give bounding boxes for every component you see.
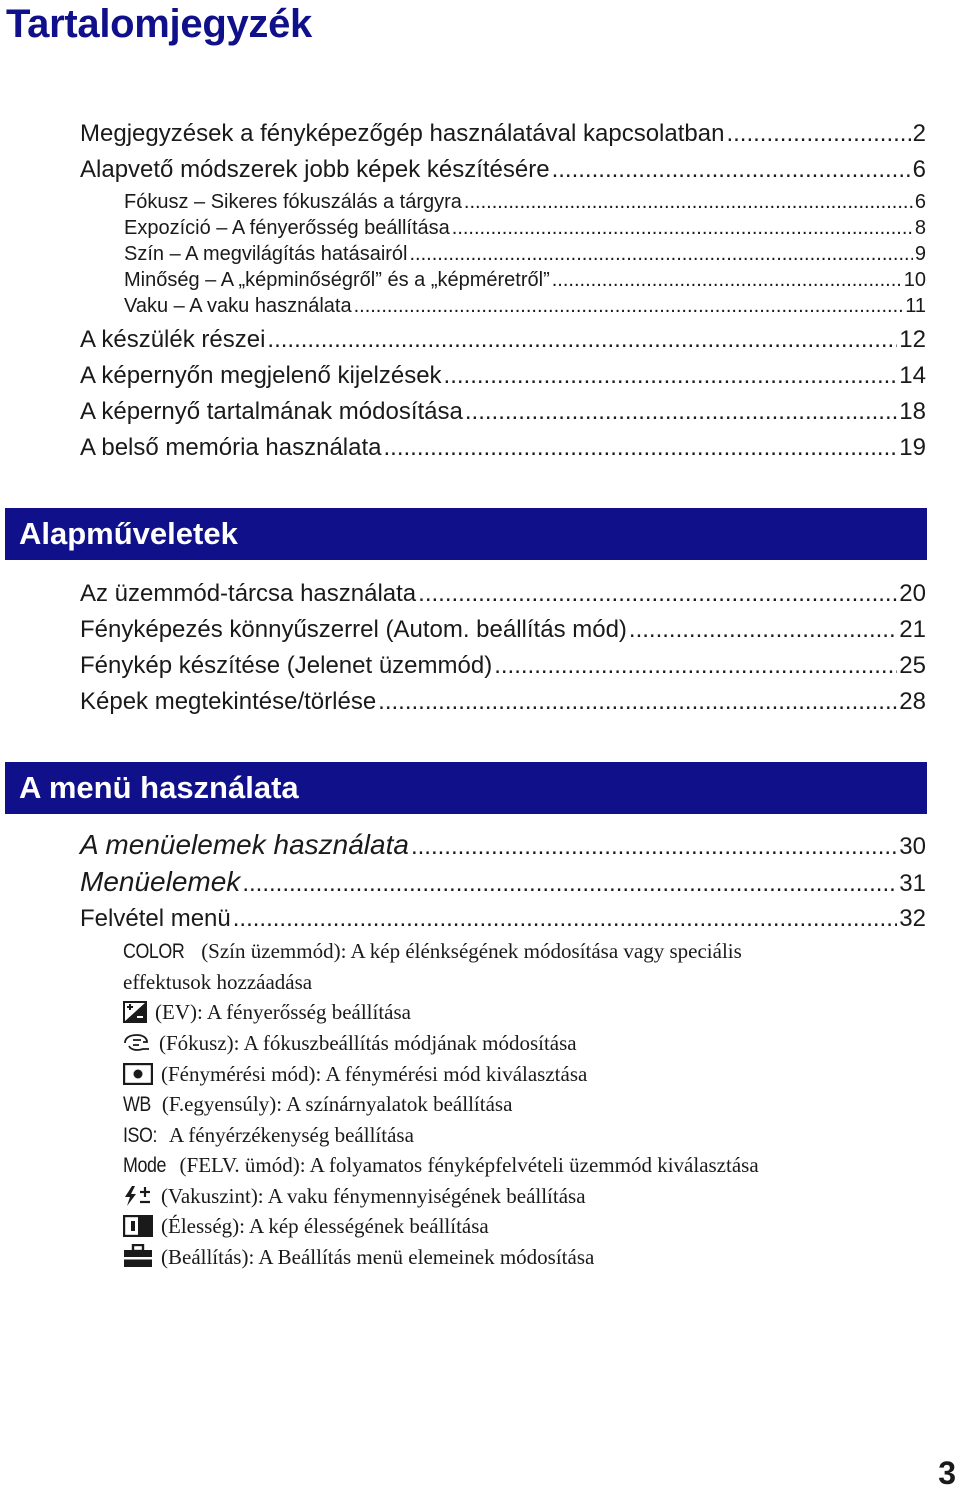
toc-leader xyxy=(444,361,898,391)
toc-entry-page: 19 xyxy=(899,434,926,461)
toc-entry-label: Fényképezés könnyűszerrel (Autom. beállítás mód) xyxy=(80,616,627,643)
menu-item-text: effektusok hozzáadása xyxy=(123,970,313,994)
menu-item-metering xyxy=(123,1060,923,1092)
toc-subentry[interactable] xyxy=(124,189,926,215)
menu-item-text: (FELV. ümód): A folyamatos fényképfelvételi üzemmód kiválasztása xyxy=(179,1153,759,1177)
toc-entry-page: 6 xyxy=(912,156,926,183)
toc-leader xyxy=(354,293,904,319)
page-title: Tartalomjegyzék xyxy=(6,2,312,46)
toc-leader xyxy=(418,579,897,609)
toc-entry[interactable] xyxy=(80,829,926,863)
toc-entry-page: 10 xyxy=(903,269,926,291)
toc-leader xyxy=(465,397,897,427)
toc-entry-label: Megjegyzések a fényképezőgép használatával kapcsolatban xyxy=(80,120,725,147)
toc-entry-label: A menüelemek használata xyxy=(80,829,409,860)
menu-item-text: (Beállítás): A Beállítás menü elemeinek módosítása xyxy=(161,1245,595,1269)
toc-subentry[interactable] xyxy=(124,293,926,319)
menu-item-focus xyxy=(123,1029,923,1061)
toc-entry-page: 21 xyxy=(899,616,926,643)
toc-entry-page: 31 xyxy=(899,870,926,897)
toc-entry[interactable] xyxy=(80,579,926,609)
toc-entry-page: 9 xyxy=(914,243,926,265)
toc-entry[interactable] xyxy=(80,687,926,717)
toc-entry-page: 12 xyxy=(899,326,926,353)
toc-entry-page: 11 xyxy=(905,295,926,317)
focus-icon xyxy=(123,1032,151,1061)
toc-entry[interactable] xyxy=(80,433,926,463)
toc-entry-label: A képernyőn megjelenő kijelzések xyxy=(80,362,442,389)
toc-leader xyxy=(384,433,898,463)
menu-item-text: (F.egyensúly): A színárnyalatok beállítása xyxy=(161,1092,513,1116)
mode-code: Mode xyxy=(123,1154,166,1177)
menu-item-setup xyxy=(123,1243,923,1275)
toc-entry-page: 2 xyxy=(912,120,926,147)
toc-entry[interactable] xyxy=(80,397,926,427)
toc-entry[interactable] xyxy=(80,119,926,149)
toc-entry-label: A készülék részei xyxy=(80,326,266,353)
toc-entry-label: Fókusz – Sikeres fókuszálás a tárgyra xyxy=(124,191,462,213)
toc-entry-label: Expozíció – A fényerősség beállítása xyxy=(124,217,450,239)
menu-item-text: (Vakuszint): A vaku fénymennyiségének beállítása xyxy=(161,1184,586,1208)
toc-entry[interactable] xyxy=(80,325,926,355)
metering-icon xyxy=(123,1063,153,1092)
sharpness-icon xyxy=(123,1215,153,1244)
toc-entry[interactable] xyxy=(80,866,926,900)
toc-subentry[interactable] xyxy=(124,267,926,293)
toolbox-icon xyxy=(123,1244,153,1275)
ev-icon xyxy=(123,1001,147,1030)
toc-entry-label: Az üzemmód-tárcsa használata xyxy=(80,580,417,607)
toc-entry-page: 25 xyxy=(899,652,926,679)
toc-leader xyxy=(629,615,897,645)
toc-entry-page: 28 xyxy=(899,688,926,715)
toc-entry-page: 20 xyxy=(899,580,926,607)
toc-entry[interactable] xyxy=(80,361,926,391)
section-header-basic: Alapműveletek xyxy=(5,508,927,560)
menu-item-color xyxy=(123,937,923,966)
toc-entry-label: Képek megtekintése/törlése xyxy=(80,688,377,715)
toc-leader xyxy=(410,241,913,267)
menu-item-mode xyxy=(123,1151,923,1180)
toc-entry[interactable] xyxy=(80,651,926,681)
toc-entry[interactable] xyxy=(80,904,926,934)
toc-leader xyxy=(233,904,898,934)
toc-leader xyxy=(552,267,902,293)
menu-item-iso xyxy=(123,1121,923,1150)
page-number: 3 xyxy=(938,1455,956,1491)
toc-entry-page: 8 xyxy=(914,217,926,239)
menu-item-text: A fényérzékenység beállítása xyxy=(169,1123,414,1147)
toc-subentry[interactable] xyxy=(124,215,926,241)
toc-entry-label: Menüelemek xyxy=(80,866,241,897)
toc-leader xyxy=(552,155,911,185)
toc-leader xyxy=(464,189,913,215)
menu-item-color-cont xyxy=(123,968,923,996)
toc-entry-page: 6 xyxy=(914,191,926,213)
menu-item-text: (Élesség): A kép élességének beállítása xyxy=(161,1214,489,1238)
white-balance-code: WB xyxy=(123,1093,151,1116)
menu-item-text: (EV): A fényerősség beállítása xyxy=(155,1000,411,1024)
menu-item-flash-level xyxy=(123,1182,923,1214)
iso-code: ISO: xyxy=(123,1124,158,1147)
toc-leader xyxy=(726,119,910,149)
menu-item-text: (Szín üzemmód): A kép élénkségének módosítása vagy speciális xyxy=(201,939,742,963)
color-mode-code: COLOR xyxy=(123,940,185,963)
toc-entry-label: A képernyő tartalmának módosítása xyxy=(80,398,463,425)
toc-leader xyxy=(378,687,897,717)
toc-entry-label: Fénykép készítése (Jelenet üzemmód) xyxy=(80,652,493,679)
toc-entry-label: Vaku – A vaku használata xyxy=(124,295,352,317)
toc-entry-page: 18 xyxy=(899,398,926,425)
toc-leader xyxy=(242,868,897,900)
toc-entry-page: 32 xyxy=(899,905,926,932)
menu-item-text: (Fénymérési mód): A fénymérési mód kiválasztása xyxy=(161,1062,588,1086)
flash-adjust-icon xyxy=(123,1185,153,1214)
toc-entry-page: 30 xyxy=(899,833,926,860)
toc-entry-page: 14 xyxy=(899,362,926,389)
toc-leader xyxy=(452,215,913,241)
toc-leader xyxy=(494,651,897,681)
toc-entry-label: A belső memória használata xyxy=(80,434,382,461)
toc-entry[interactable] xyxy=(80,615,926,645)
toc-entry[interactable] xyxy=(80,155,926,185)
toc-entry-label: Alapvető módszerek jobb képek készítésére xyxy=(80,156,550,183)
menu-item-wb xyxy=(123,1090,923,1119)
toc-subentry[interactable] xyxy=(124,241,926,267)
toc-leader xyxy=(411,831,897,863)
toc-entry-label: Szín – A megvilágítás hatásairól xyxy=(124,243,408,265)
toc-entry-label: Minőség – A „képminőségről” és a „képméretről” xyxy=(124,269,550,291)
menu-item-sharpness xyxy=(123,1212,923,1244)
toc-leader xyxy=(267,325,897,355)
menu-item-ev xyxy=(123,998,923,1030)
menu-item-text: (Fókusz): A fókuszbeállítás módjának módosítása xyxy=(159,1031,577,1055)
toc-entry-label: Felvétel menü xyxy=(80,905,231,932)
section-header-menu: A menü használata xyxy=(5,762,927,814)
